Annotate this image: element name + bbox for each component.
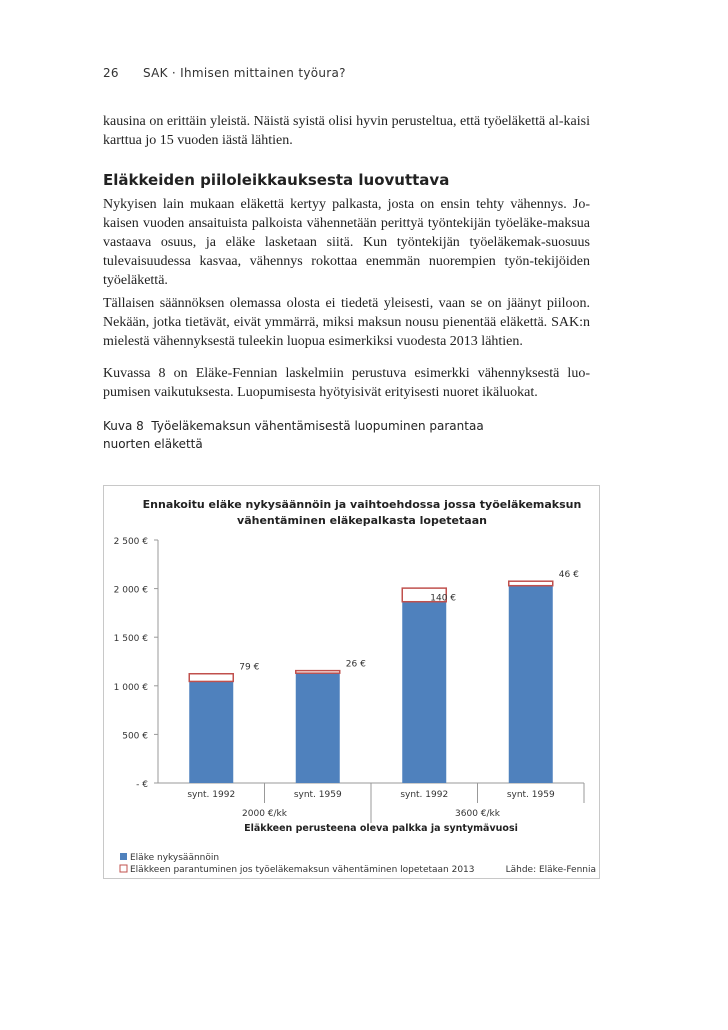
chart-title-line: vähentäminen eläkepalkasta lopetetaan [237,514,487,527]
y-tick-label: 1 500 € [113,634,148,645]
legend-swatch-improvement [120,865,127,872]
category-label: synt. 1992 [187,790,236,800]
paragraph-hidden: Tällaisen säännöksen olemassa olosta ei tiedetä yleisesti, vaan se on jäänyt piiloon. Nekään, jotka tietävät, eivät ymmärrä, miksi maksun nousu pienentää eläkettä. SAK:n mielestä vähennyksestä tuleekin luopua esimerkiksi vuodesta 2013 lähtien. [103,296,590,349]
chart-container [103,485,600,879]
legend-label-current: Eläke nykysäännöin [130,853,220,863]
y-tick-label: 2 500 € [113,537,148,547]
pension-bar-chart [104,486,599,878]
bar-improvement [296,671,340,674]
group-label: 2000 €/kk [242,809,287,819]
paragraph-figure-ref: Kuvassa 8 on Eläke-Fennian laskelmiin perustuva esimerkki vähennyksestä luo-pumisen vaikutuksesta. Luopumisesta hyötyisivät erityisesti nuoret ikäluokat. [103,366,590,400]
x-axis-title: Eläkkeen perusteena oleva palkka ja syntymävuosi [244,823,518,834]
y-tick-label: 2 000 € [113,585,148,596]
source-note: Lähde: Eläke-Fennia [505,865,596,875]
legend-swatch-current [120,853,127,860]
data-label: 26 € [345,659,366,670]
y-tick-label: 500 € [122,731,148,742]
bar-current-rules [189,681,233,783]
category-label: synt. 1959 [506,790,555,800]
category-label: synt. 1992 [400,790,449,800]
group-label: 3600 €/kk [455,809,500,819]
bar-improvement [509,581,553,585]
bar-current-rules [402,602,446,783]
paragraph-intro: kausina on erittäin yleistä. Näistä syistä olisi hyvin perusteltua, että työeläkettä al-kaisi karttua jo 15 vuoden iästä lähtien. [103,114,590,148]
chart-title-line: Ennakoitu eläke nykysäännöin ja vaihtoehdossa jossa työeläkemaksun [142,498,582,511]
data-label: 46 € [558,570,579,581]
page-header [103,66,346,80]
y-tick-label: 1 000 € [113,682,148,693]
page-number: 26 [103,66,119,80]
running-title: SAK · Ihmisen mittainen työura? [143,66,346,80]
paragraph-law: Nykyisen lain mukaan eläkettä kertyy palkasta, josta on ensin tehty vähennys. Jo-kaisen vuoden ansaituista palkoista vähennetään perittyä työntekijän työeläke-maksua vastaava osuus, ja eläke lasketaan siitä. Kun työntekijän työeläkemak-suosuus tulevaisuudessa kasvaa, vähennys rokottaa enemmän nuorempien työn-tekijöiden työeläkettä. [103,197,590,288]
bar-current-rules [296,673,340,783]
legend-label-improvement: Eläkkeen parantuminen jos työeläkemaksun vähentäminen lopetetaan 2013 [130,865,475,875]
figure-caption-text: Työeläkemaksun vähentämisestä luopuminen parantaa nuorten eläkettä [103,419,484,451]
bar-improvement [189,674,233,682]
bar-current-rules [509,586,553,783]
y-tick-label: - € [136,780,148,790]
figure-caption [103,417,523,453]
section-heading: Eläkkeiden piiloleikkauksesta luovuttava [103,171,450,189]
data-label: 79 € [239,662,260,673]
data-label: 140 € [430,593,457,604]
figure-label: Kuva 8 [103,419,144,433]
category-label: synt. 1959 [293,790,342,800]
